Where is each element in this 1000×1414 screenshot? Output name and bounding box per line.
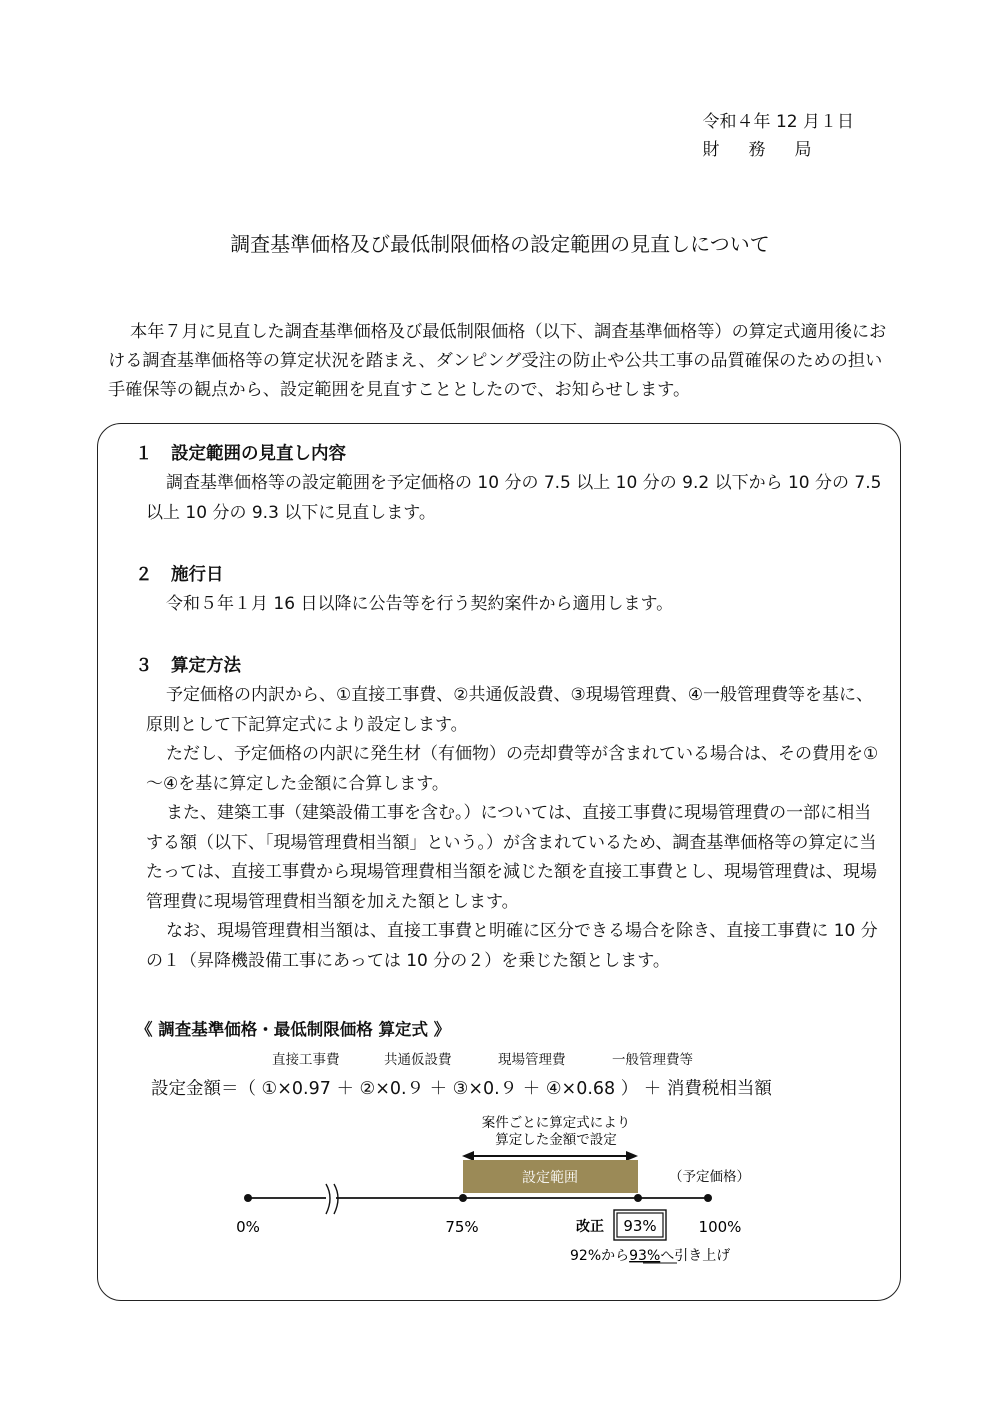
section-2-title: 施行日 bbox=[171, 565, 224, 585]
point-100 bbox=[704, 1194, 712, 1202]
tick-0-label: 0% bbox=[236, 1218, 260, 1236]
point-75 bbox=[459, 1194, 467, 1202]
section-3-paragraph-1: 予定価格の内訳から、①直接工事費、②共通仮設費、③現場管理費、④一般管理費等を基に、原則として下記算定式により設定します。 bbox=[146, 685, 873, 735]
content-box bbox=[97, 423, 901, 1301]
tick-100-label: 100% bbox=[698, 1218, 742, 1236]
note-line-1: 案件ごとに算定式により bbox=[481, 1115, 631, 1131]
arrow-head-right bbox=[626, 1151, 638, 1161]
budget-label: （予定価格） bbox=[669, 1169, 750, 1185]
change-note bbox=[570, 1247, 730, 1264]
section-2-paragraph: 令和５年１月 16 日以降に公告等を行う契約案件から適用します。 bbox=[166, 594, 674, 614]
page-title: 調査基準価格及び最低制限価格の設定範囲の見直しについて bbox=[230, 232, 770, 256]
tick-75-label: 75% bbox=[445, 1218, 479, 1236]
change-suffix: へ引き上げ bbox=[660, 1248, 731, 1264]
axis-break-mark-1 bbox=[326, 1184, 330, 1214]
axis-break-mark-2 bbox=[334, 1184, 338, 1214]
section-1-title: 設定範囲の見直し内容 bbox=[171, 444, 346, 464]
section-3-paragraph-3: また、建築工事（建築設備工事を含む。）については、直接工事費に現場管理費の一部に相当する額（以下、「現場管理費相当額」という。）が含まれているため、調査基準価格等の算定に当たっては、直接工事費から現場管理費相当額を減じた額を直接工事費とし、現場管理費は、現場管理費に現場管理費相当額を加えた額とします。 bbox=[146, 803, 877, 912]
change-prefix: 92%から bbox=[570, 1248, 630, 1264]
issue-date: 令和４年 12 月１日 bbox=[702, 112, 854, 132]
formula-label-direct: 直接工事費 bbox=[272, 1052, 340, 1068]
section-1-body bbox=[146, 469, 886, 528]
formula-label-site: 現場管理費 bbox=[498, 1052, 566, 1068]
formula-expression: 設定金額＝（ ①×0.97 ＋ ②×0.９ ＋ ③×0.９ ＋ ④×0.68 ） ＋ 消費税相当額 bbox=[151, 1079, 772, 1099]
section-3-body bbox=[146, 681, 886, 976]
date-block bbox=[703, 108, 854, 164]
revision-label: 改正 bbox=[576, 1219, 604, 1235]
formula-label-general: 一般管理費等 bbox=[612, 1052, 693, 1068]
section-2-number: ２ bbox=[135, 565, 153, 585]
change-value: 93% bbox=[629, 1248, 661, 1264]
section-1-heading bbox=[135, 440, 346, 465]
section-3-paragraph-2: ただし、予定価格の内訳に発生材（有価物）の売却費等が含まれている場合は、その費用を①～④を基に算定した金額に合算します。 bbox=[146, 744, 879, 794]
range-diagram bbox=[98, 1114, 902, 1274]
section-3-number: ３ bbox=[135, 656, 153, 676]
point-0 bbox=[244, 1194, 252, 1202]
section-3-heading bbox=[135, 652, 241, 677]
section-1-number: １ bbox=[135, 444, 153, 464]
section-1-paragraph: 調査基準価格等の設定範囲を予定価格の 10 分の 7.5 以上 10 分の 9.2 以下から 10 分の 7.5 以上 10 分の 9.3 以下に見直します。 bbox=[146, 473, 882, 523]
formula-label-common: 共通仮設費 bbox=[384, 1052, 452, 1068]
range-bar-label: 設定範囲 bbox=[522, 1170, 578, 1186]
intro-paragraph: 本年７月に見直した調査基準価格及び最低制限価格（以下、調査基準価格等）の算定式適用後における調査基準価格等の算定状況を踏まえ、ダンピング受注の防止や公共工事の品質確保のための担い手確保等の観点から、設定範囲を見直すこととしたので、お知らせします。 bbox=[108, 322, 887, 400]
arrow-head-left bbox=[462, 1151, 474, 1161]
section-2-body bbox=[146, 590, 886, 620]
formula-title: 《 調査基準価格・最低制限価格 算定式 》 bbox=[136, 1020, 451, 1039]
note-line-2: 算定した金額で設定 bbox=[495, 1132, 617, 1148]
point-93 bbox=[634, 1194, 642, 1202]
section-3-paragraph-4: なお、現場管理費相当額は、直接工事費と明確に区分できる場合を除き、直接工事費に 10 分の１（昇降機設備工事にあっては 10 分の２）を乗じた額とします。 bbox=[146, 921, 878, 971]
section-3-title: 算定方法 bbox=[171, 656, 241, 676]
issuing-office: 財務局 bbox=[702, 140, 841, 160]
revision-value: 93% bbox=[623, 1217, 657, 1235]
section-2-heading bbox=[135, 561, 224, 586]
